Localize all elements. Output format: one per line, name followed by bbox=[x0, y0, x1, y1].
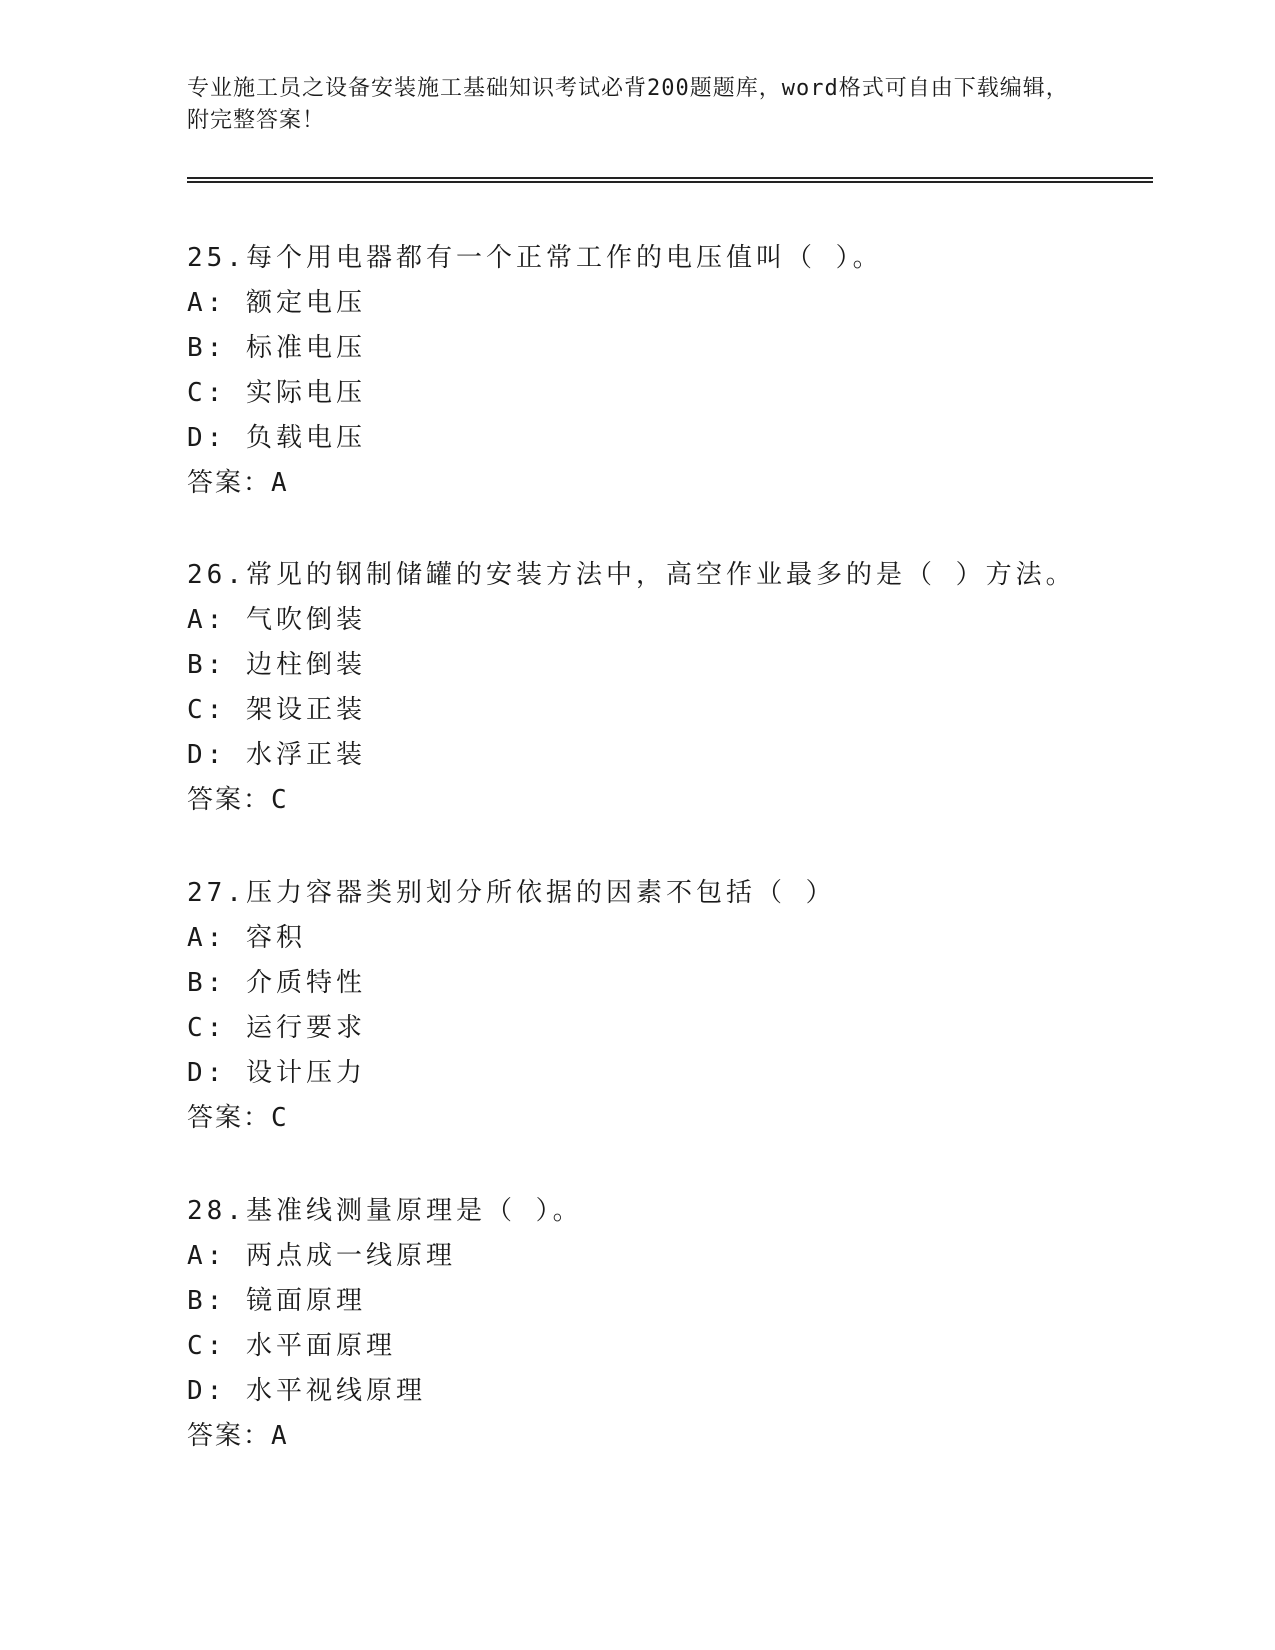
question-block-27 bbox=[187, 871, 1147, 1141]
option-c: C: 运行要求 bbox=[187, 1013, 366, 1043]
question-stem: 25.每个用电器都有一个正常工作的电压值叫（ ）。 bbox=[187, 243, 883, 273]
answer-line bbox=[187, 778, 1147, 823]
answer-label: 答案： bbox=[187, 1421, 272, 1451]
answer-line bbox=[187, 461, 1147, 506]
answer-value: A bbox=[271, 1421, 288, 1451]
option-b: B: 边柱倒装 bbox=[187, 650, 366, 680]
header-divider-bottom bbox=[187, 181, 1153, 183]
option-a: A: 气吹倒装 bbox=[187, 605, 366, 635]
question-block-26 bbox=[187, 553, 1147, 823]
option-d: D: 负载电压 bbox=[187, 423, 366, 453]
option-a: A: 两点成一线原理 bbox=[187, 1241, 456, 1271]
option-a: A: 容积 bbox=[187, 923, 306, 953]
answer-label: 答案： bbox=[187, 1103, 272, 1133]
question-stem: 28.基准线测量原理是（ ）。 bbox=[187, 1196, 583, 1226]
option-d: D: 设计压力 bbox=[187, 1058, 366, 1088]
option-b: B: 镜面原理 bbox=[187, 1286, 366, 1316]
answer-value: C bbox=[271, 1103, 288, 1133]
question-stem: 26.常见的钢制储罐的安装方法中，高空作业最多的是（ ）方法。 bbox=[187, 560, 1076, 590]
answer-value: A bbox=[271, 468, 288, 498]
answer-label: 答案： bbox=[187, 785, 272, 815]
option-d: D: 水平视线原理 bbox=[187, 1376, 426, 1406]
question-block-25 bbox=[187, 236, 1147, 506]
header-divider-top bbox=[187, 177, 1153, 179]
option-c: C: 水平面原理 bbox=[187, 1331, 396, 1361]
option-b: B: 介质特性 bbox=[187, 968, 366, 998]
answer-label: 答案： bbox=[187, 468, 272, 498]
answer-line bbox=[187, 1096, 1147, 1141]
option-c: C: 实际电压 bbox=[187, 378, 366, 408]
answer-line bbox=[187, 1414, 1147, 1459]
document-header-title: 专业施工员之设备安装施工基础知识考试必背200题题库，word格式可自由下载编辑，附完整答案！ bbox=[187, 76, 1069, 133]
option-d: D: 水浮正装 bbox=[187, 740, 366, 770]
question-block-28 bbox=[187, 1189, 1147, 1459]
option-a: A: 额定电压 bbox=[187, 288, 366, 318]
question-stem: 27.压力容器类别划分所依据的因素不包括（ ） bbox=[187, 878, 836, 908]
answer-value: C bbox=[271, 785, 288, 815]
option-b: B: 标准电压 bbox=[187, 333, 366, 363]
option-c: C: 架设正装 bbox=[187, 695, 366, 725]
